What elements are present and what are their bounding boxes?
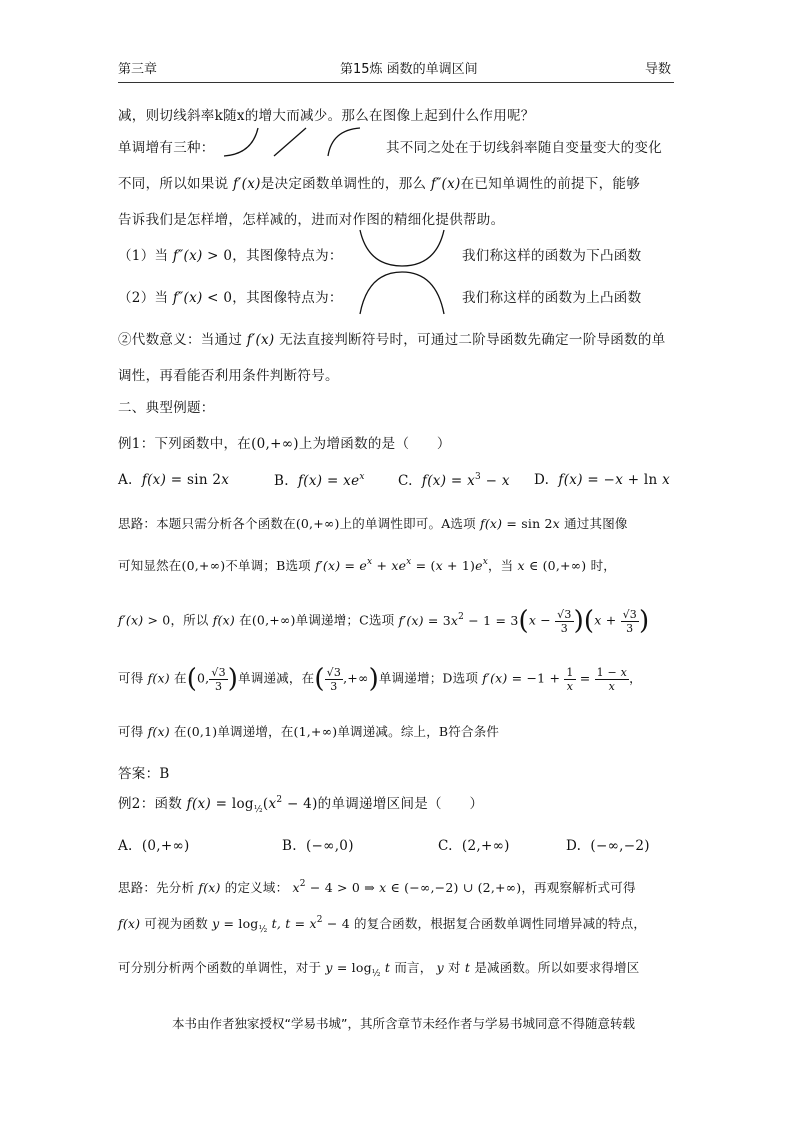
s4d: 单调递增；D选项	[378, 670, 479, 686]
t3b: 而言，	[394, 960, 433, 975]
solution-1-line-1: 思路：本题只需分析各个函数在(0,+∞)上的单调性即可。A选项 f(x) = sin 2x 通过其图像	[118, 516, 628, 531]
option-2d: D. (−∞,−2)	[566, 838, 650, 854]
alg-text-a: ②代数意义：当通过	[118, 332, 243, 348]
option-2c: C. (2,+∞)	[438, 838, 510, 854]
algebraic-line-2: 调性，再看能否利用条件判断符号。	[118, 368, 339, 384]
example-2-question: 例2：函数 $f(x) = \log_{\frac{1}{2}}(x^2 - 4)$的单调递增区间是（ ）	[118, 795, 484, 815]
s1c: 通过其图像	[564, 516, 628, 531]
s5c: 单调递增，在	[217, 724, 294, 739]
convex-up-curve-icon	[222, 124, 262, 160]
s3b: 在	[239, 612, 252, 628]
answer-1: 答案：B	[118, 766, 170, 782]
text-difference: 其不同之处在于切线斜率随自变量变大的变化	[386, 140, 662, 156]
concave-curve-icon	[326, 124, 366, 160]
option-c-label: C.	[398, 473, 413, 489]
s4b: 在	[173, 670, 187, 686]
case-2-label: （2）当	[118, 290, 169, 306]
text-l3c: 在已知单调性的前提下，能够	[460, 176, 641, 192]
ex2b: 的单调递增区间是（ ）	[317, 796, 484, 812]
footer-copyright: 本书由作者独家授权“学易书城”，其所含章节未经作者与学易书城同意不得随意转载	[172, 1016, 635, 1031]
straight-line-icon	[272, 124, 312, 160]
option-c: C. $f(x) = x^3 - x$	[398, 472, 510, 489]
t3d: 是减函数。所以如要求得增区	[474, 960, 640, 975]
case-1-text	[118, 244, 343, 264]
convex-down-curve-icon	[356, 228, 448, 268]
text-l3a: 不同，所以如果说	[118, 176, 229, 192]
case-1-name: 我们称这样的函数为下凸函数	[462, 248, 642, 264]
s5d: 单调递减。综上，B符合条件	[337, 724, 500, 739]
solution-2-line-1: 思路：先分析 f(x) 的定义域： $x^2 - 4 > 0$ ⇒ x ∈ (−∞,−2) ∪ (2,+∞)，再观察解析式可得	[118, 879, 636, 895]
case-1-label: （1）当	[118, 248, 169, 264]
option-d-label: D.	[534, 472, 550, 488]
o2a-label: A.	[118, 838, 133, 854]
case-2-name: 我们称这样的函数为上凸函数	[462, 290, 642, 306]
s2d: 时，	[590, 558, 616, 573]
o2b-label: B.	[282, 838, 297, 854]
header-topic: 导数	[645, 62, 672, 77]
s2b: 不单调；B选项	[225, 558, 311, 573]
header-divider	[118, 82, 674, 83]
t1c: ，再观察解析式可得	[521, 880, 636, 895]
option-2b: B. (−∞,0)	[282, 838, 354, 854]
option-2a: A. (0,+∞)	[118, 838, 190, 854]
s1b: 上的单调性即可。A选项	[339, 516, 476, 531]
math-f-double-prime: f″(x)	[426, 176, 461, 192]
s4a: 可得	[118, 670, 144, 686]
solution-1-line-4: 可得 f(x) 在(0, $\frac{√3}{3}$ )单调递减，在( $\frac{√3}{3}$ ,+∞)单调递增；D选项 f′(x) = −1 + $\frac{1}{x}$ = $\frac{1 - x}{x}$ ，	[118, 664, 642, 694]
t2b: 的复合函数，根据复合函数单调性同增异减的特点，	[354, 916, 647, 931]
concave-down-curve-icon	[356, 270, 448, 316]
s3a: ，所以	[170, 612, 209, 628]
section-title: 二、典型例题：	[118, 400, 215, 416]
s5a: 可得	[118, 724, 144, 739]
option-b: B. $f(x) = xe^x$	[274, 472, 365, 489]
ex1-text-b: 上为增函数的是（ ）	[298, 436, 451, 452]
text-line-1: 减，则切线斜率k随x的增大而减少。那么在图像上起到什么作用呢？	[118, 108, 535, 124]
option-a: A. f(x) = sin 2x	[118, 472, 230, 488]
solution-1-line-2: 可知显然在(0,+∞)不单调；B选项 $f'(x) = e^x + xe^x = (x + 1)e^x$，当 x ∈ (0,+∞) 时，	[118, 557, 616, 573]
text-increase-types: 单调增有三种：	[118, 140, 215, 156]
math-f-prime-2: f′(x)	[242, 332, 280, 348]
header-lesson: 第15炼 函数的单调区间	[340, 62, 478, 77]
case-2-text	[118, 286, 343, 306]
solution-2-line-3: 可分别分析两个函数的单调性，对于 $y = \log_{\frac{1}{2}} t$ 而言， y 对 t 是减函数。所以如要求得增区	[118, 960, 640, 979]
ex2a: 例2：函数	[118, 796, 183, 812]
option-d: D. f(x) = −x + ln x	[534, 472, 671, 488]
solution-1-line-3: f′(x) > 0，所以 f(x) 在(0,+∞)单调递增；C选项 $f'(x) = 3x^2 - 1 = 3(x$ − $\frac{√3}{3}$ )(x + $\frac{√3}{3}$ )	[118, 606, 650, 636]
t2a: 可视为函数	[144, 916, 208, 931]
s2c: ，当	[487, 558, 514, 573]
t3a: 可分别分析两个函数的单调性，对于	[118, 960, 322, 975]
example-1-question: 例1：下列函数中，在(0,+∞)上为增函数的是（ ）	[118, 436, 451, 452]
ex1-text-a: 例1：下列函数中，在	[118, 436, 252, 452]
option-b-label: B.	[274, 473, 289, 489]
alg-text-b: 无法直接判断符号时，可通过二阶导函数先确定一阶导函数的单	[279, 332, 666, 348]
header-chapter: 第三章	[118, 62, 158, 77]
case-2-desc: ，其图像特点为：	[232, 290, 343, 306]
s3c: 单调递增；C选项	[295, 612, 395, 628]
solution-2-line-2: f(x) 可视为函数 $y = \log_{\frac{1}{2}} t$, $t = x^2 - 4$ 的复合函数，根据复合函数单调性同增异减的特点，	[118, 915, 647, 935]
math-f-prime: f′(x)	[228, 176, 261, 192]
math-condition-negative: f″(x) < 0	[168, 290, 233, 306]
o2c-label: C.	[438, 838, 453, 854]
o2d-label: D.	[566, 838, 582, 854]
case-1-desc: ，其图像特点为：	[232, 248, 343, 264]
text-line-3	[118, 172, 640, 192]
s2a: 可知显然在	[118, 558, 182, 573]
s5b: 在	[173, 724, 187, 739]
s4c: 单调递减，在	[238, 670, 315, 686]
math-condition-positive: f″(x) > 0	[168, 248, 233, 264]
t1a: 思路：先分析	[118, 880, 195, 895]
text-line-4: 告诉我们是怎样增，怎样减的，进而对作图的精细化提供帮助。	[118, 212, 505, 228]
option-a-label: A.	[118, 472, 133, 488]
solution-1-line-5: 可得 f(x) 在(0,1)单调递增，在(1,+∞)单调递减。综上，B符合条件	[118, 724, 500, 739]
s1a: 思路：本题只需分析各个函数在	[118, 516, 296, 531]
t3c: 对	[448, 960, 461, 975]
text-l3b: 是决定函数单调性的，那么	[260, 176, 427, 192]
algebraic-line-1	[118, 328, 666, 348]
t1b: 的定义域：	[224, 880, 289, 895]
